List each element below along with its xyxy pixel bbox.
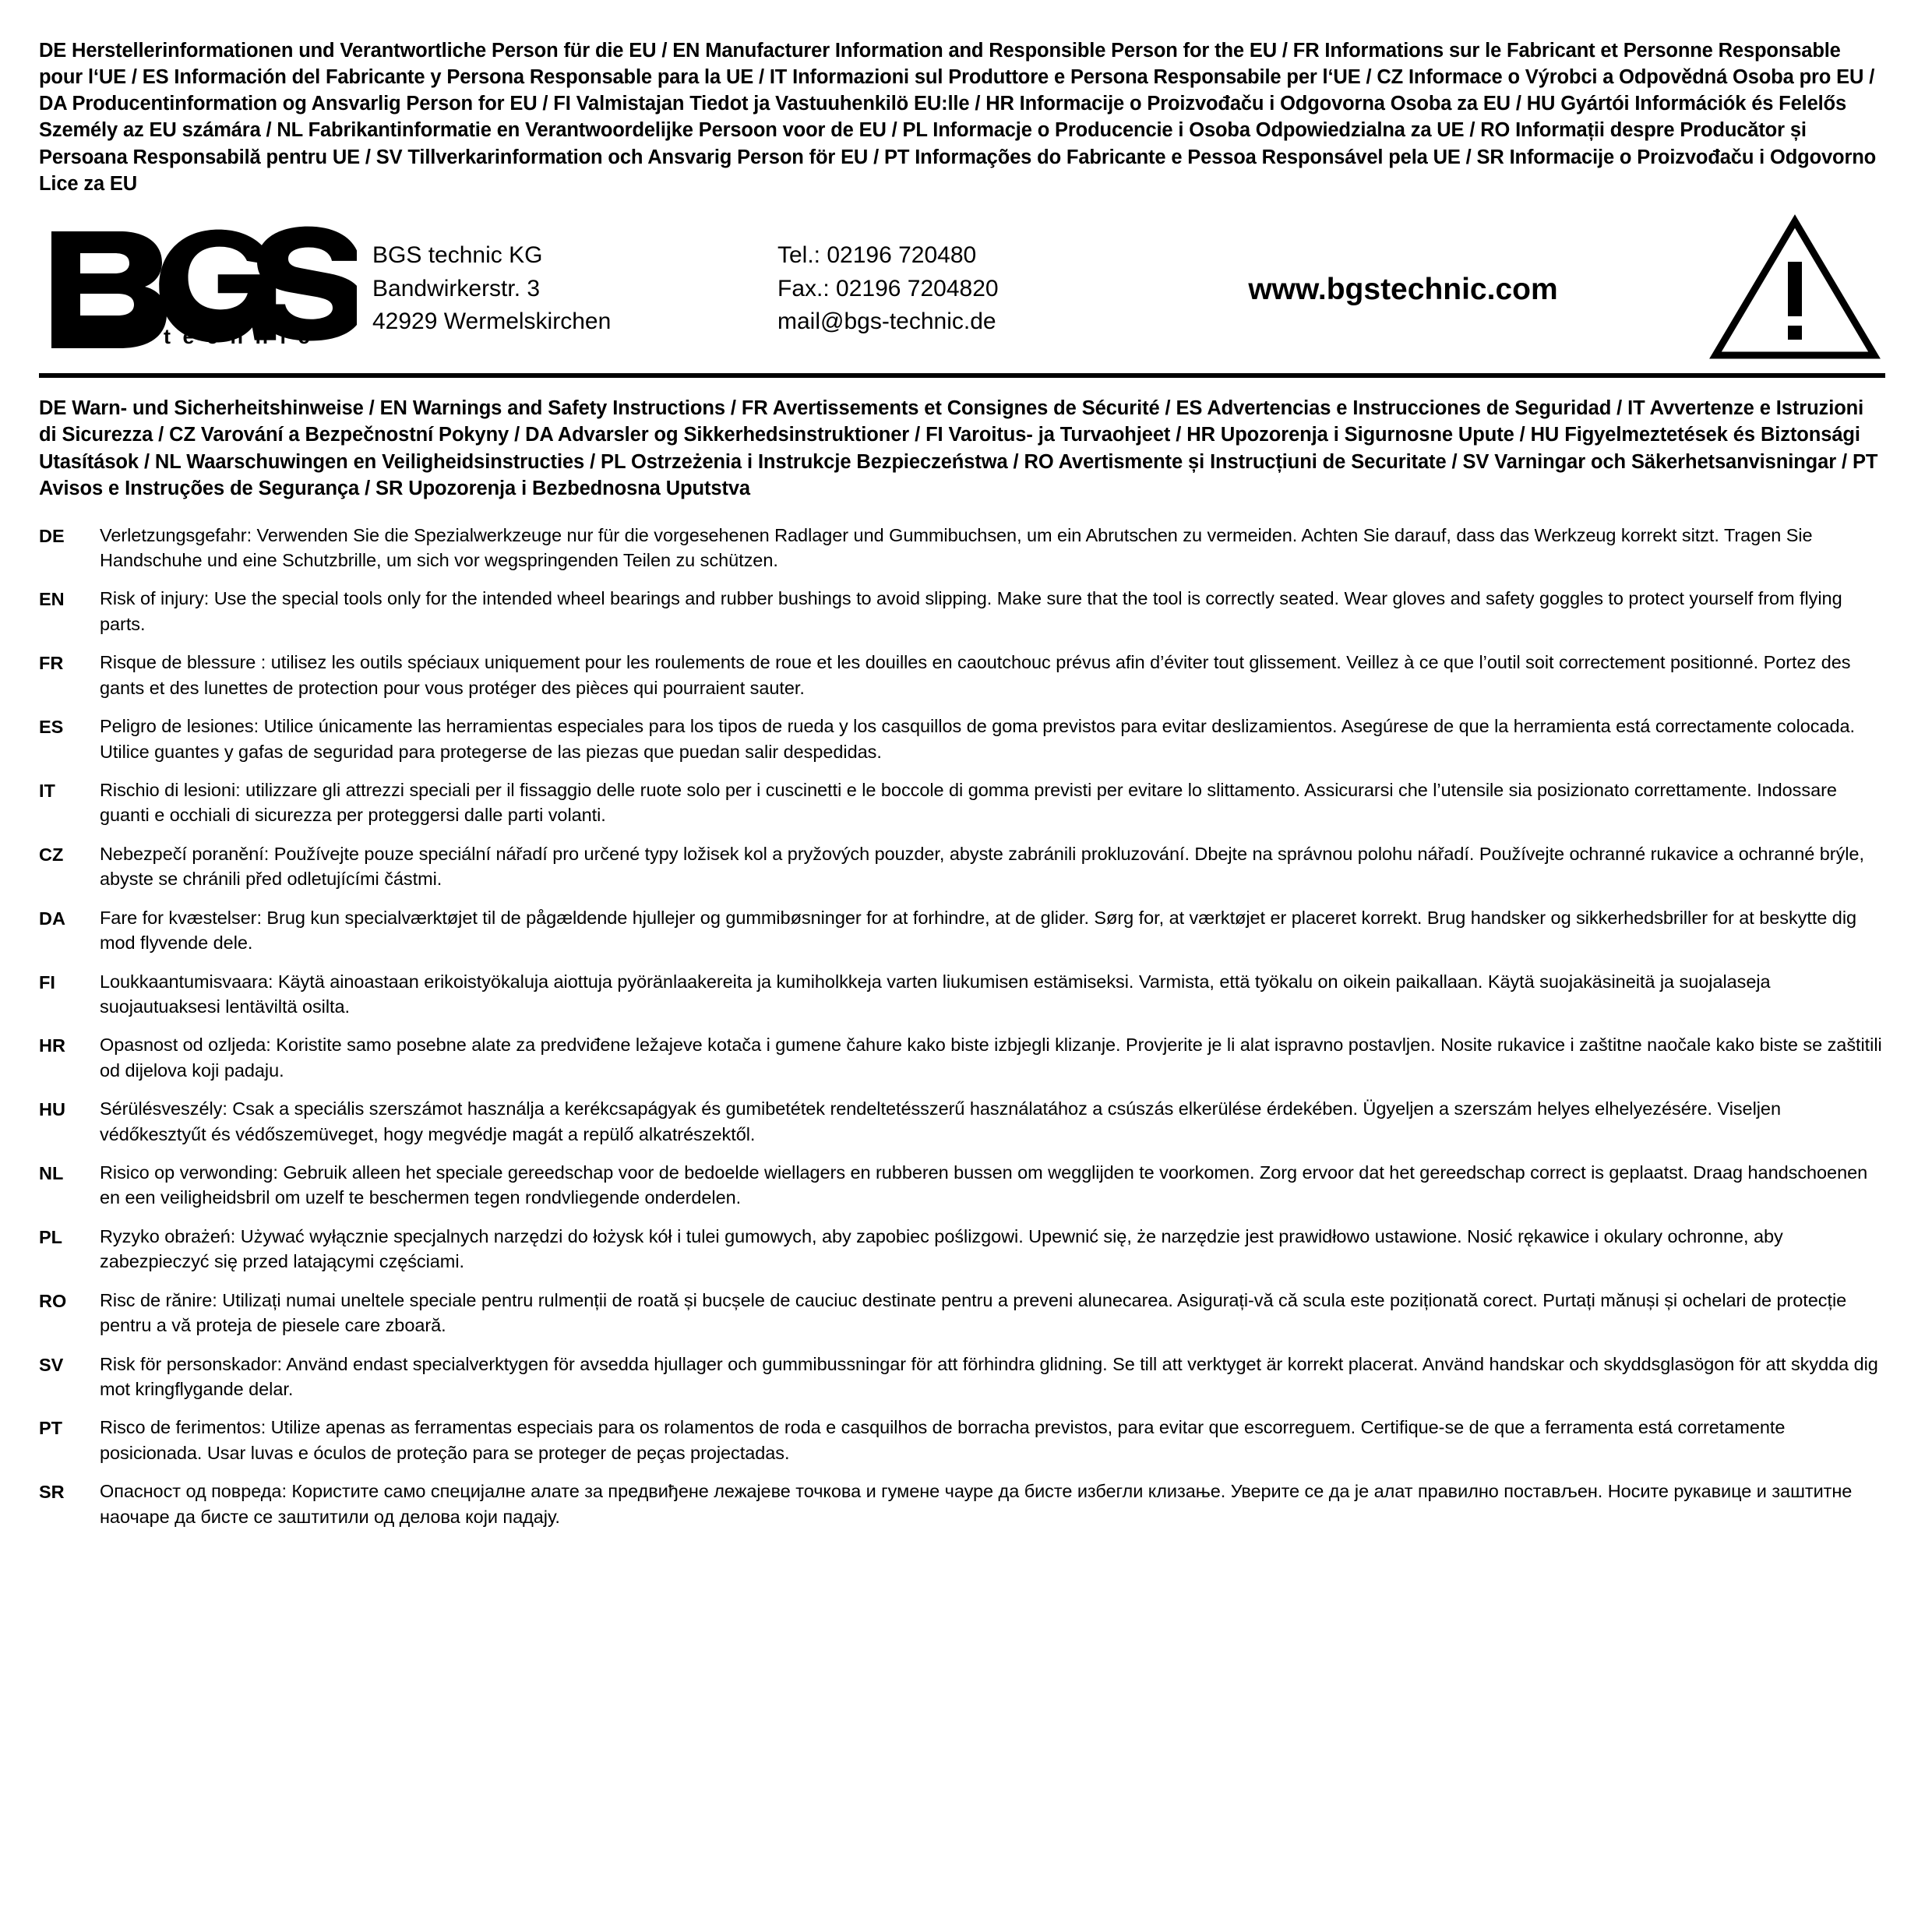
language-code: HU [39,1099,65,1120]
company-contact [777,236,1144,339]
language-text: Опасност од повреда: Користите само специјалне алате за предвиђене лежајеве точкова и гумене чауре да бисте избегли клизање. Уверите се да је алат правилно постављен. Носите рукавице и заштитне наочаре да бисте се заштитили од делова који падају. [100,1481,1853,1527]
language-code: ES [39,717,64,738]
language-text: Risque de blessure : utilisez les outils spéciaux uniquement pour les roulements de roue et les douilles en caoutchouc prévus afin d’éviter tout glissement. Veillez à ce que l’outil soit correctement positionné. Portez des gants et des lunettes de protection pour vous protéger des pièces qui pourraient sauter. [100,652,1851,698]
language-code: CZ [39,844,64,865]
language-text: Sérülésveszély: Csak a speciális szerszámot használja a kerékcsapágyak és gumibetétek rendeltetésszerű használatához a csúszás elkerülése érdekében. Ügyeljen a szerszám helyes elhelyezésére. Viseljen védőkesztyűt és védőszemüveget, hogy megvédje magát a repülő alkatrészektől. [100,1098,1781,1144]
language-text: Fare for kvæstelser: Brug kun specialværktøjet til de pågældende hjullejer og gummibøsninger for at forhindre, at de glider. Sørg for, at værktøjet er placeret korrekt. Brug handsker og sikkerhedsbriller for at beskytte dig mod flyvende dele. [100,907,1857,954]
language-code: IT [39,781,55,801]
manufacturer-info-title: DE Herstellerinformationen und Verantwortliche Person für die EU / EN Manufacturer Information and Responsible Person for the EU / FR Informations sur le Fabricant et Personne Responsable pour l‘UE / ES Información del Fabricante y Persona Responsable para la UE / IT Informazioni sul Produttore e Persona Responsabile per l‘UE / CZ Informace o Výrobci a Odpovědná Osoba pro EU / DA Producentinformation og Ansvarlig Person for EU / FI Valmistajan Tiedot ja Vastuuhenkilö EU:lle / HR Informacije o Proizvođaču i Odgovorna Osoba za EU / HU Gyártói Információk és Felelős Személy az EU számára / NL Fabrikantinformatie en Verantwoordelijke Persoon voor de EU / PL Informacje o Producencie i Osoba Odpowiedzialna za UE / RO Informații despre Producător și Persoana Responsabilă pentru UE / SV Tillverkarinformation och Ansvarig Person för EU / PT Informações do Fabricante e Pessoa Responsável pela UE / SR Informacije o Proizvođaču i Odgovorno Lice za EU [39,40,1877,195]
list-item [39,1224,1885,1274]
language-code: SV [39,1354,64,1375]
company-street: Bandwirkerstr. 3 [372,275,541,301]
list-item [39,1415,1885,1465]
language-text: Verletzungsgefahr: Verwenden Sie die Spezialwerkzeuge nur für die vorgesehenen Radlager und Gummibuchsen, um ein Abrutschen zu vermeiden. Achten Sie darauf, dass das Werkzeug korrekt sitzt. Tragen Sie Handschuhe und eine Schutzbrille, um sich vor wegspringenden Teilen zu schützen. [100,524,1813,571]
list-item [39,714,1885,764]
language-code: FR [39,653,64,674]
svg-text:t e c h n i c: t e c h n i c [164,324,313,348]
language-code: RO [39,1290,67,1311]
company-city: 42929 Wermelskirchen [372,308,612,335]
language-text: Peligro de lesiones: Utilice únicamente las herramientas especiales para los tipos de rueda y los casquillos de goma previstos para evitar deslizamientos. Asegúrese de que la herramienta está correctamente colocada. Utilice guantes y gafas de seguridad para protegerse de las piezas que puedan salir despedidas. [100,716,1855,762]
list-item [39,586,1885,636]
language-text: Risco de ferimentos: Utilize apenas as ferramentas especiais para os rolamentos de roda e casquilhos de borracha previstos, para evitar que escorreguem. Certifique-se de que a ferramenta está corretamente posicionada. Usar luvas e óculos de proteção para se proteger de peças projectadas. [100,1417,1786,1463]
safety-instructions-list [39,523,1885,1530]
language-text: Risico op verwonding: Gebruik alleen het speciale gereedschap voor de bedoelde wiellagers en rubberen bussen om wegglijden te voorkomen. Zorg ervoor dat het gereedschap correct is geplaatst. Draag handschoenen en een veiligheidsbril om uzelf te beschermen tegen rondvliegende onderdelen. [100,1162,1868,1208]
list-item [39,777,1885,828]
list-item [39,969,1885,1020]
language-text: Opasnost od ozljeda: Koristite samo posebne alate za predviđene ležajeve kotača i gumene čahure kako biste izbjegli klizanje. Provjerite je li alat ispravno postavljen. Nosite rukavice i zaštitne naočale kako biste se zaštitili od dijelova koji padaju. [100,1035,1882,1081]
language-code: DE [39,525,65,546]
list-item [39,650,1885,700]
language-text: Ryzyko obrażeń: Używać wyłącznie specjalnych narzędzi do łożysk kół i tulei gumowych, aby zapobiec poślizgowi. Upewnić się, że narzędzie jest prawidłowo ustawione. Nosić rękawice i okulary ochronne, aby zabezpieczyć się przed latającymi częściami. [100,1225,1783,1272]
list-item [39,1160,1885,1211]
company-email: mail@bgs-technic.de [777,308,996,335]
svg-text:®: ® [335,232,351,256]
language-code: HR [39,1035,65,1056]
list-item [39,905,1885,956]
list-item [39,1479,1885,1529]
list-item [39,1288,1885,1338]
language-code: FI [39,971,55,992]
language-text: Nebezpečí poranění: Používejte pouze speciální nářadí pro určené typy ložisek kol a pryžových pouzder, abyste zabránili prokluzování. Dbejte na správnou polohu nářadí. Používejte ochranné rukavice a ochranné brýle, abyste se chránili před odletujícími částmi. [100,843,1864,890]
language-code: PT [39,1418,63,1439]
list-item [39,1096,1885,1147]
company-info-band [39,208,1885,378]
warnings-heading: DE Warn- und Sicherheitshinweise / EN Warnings and Safety Instructions / FR Avertissements et Consignes de Sécurité / ES Advertencias e Instrucciones de Seguridad / IT Avvertenze e Istruzioni di Sicurezza / CZ Varování a Bezpečnostní Pokyny / DA Advarsler og Sikkerhedsinstruktioner / FI Varoitus- ja Turvaohjeet / HR Upozorenja i Sigurnosne Upute / HU Figyelmeztetések és Biztonsági Utasítások / NL Waarschuwingen en Veiligheidsinstructies / PL Ostrzeżenia i Instrukcje Bezpieczeństwa / RO Avertismente și Instrucțiuni de Securitate / SV Varningar och Säkerhetsanvisningar / PT Avisos e Instruções de Segurança / SR Upozorenja i Bezbednosna Uputstva [39,397,1878,500]
warning-triangle [1686,213,1885,361]
company-name: BGS technic KG [372,242,543,269]
language-code: PL [39,1226,63,1247]
language-code: SR [39,1482,65,1503]
language-text: Risk för personskador: Använd endast specialverktygen för avsedda hjullager och gummibussningar för att förhindra glidning. Se till att verktyget är korrekt placerat. Använd handskar och skyddsglasögon för att skydda dig mot kringflygande delar. [100,1353,1878,1400]
company-tel: Tel.: 02196 720480 [777,242,977,269]
warning-triangle-icon [1709,213,1881,361]
bgs-logo-icon [45,225,357,350]
language-text: Rischio di lesioni: utilizzare gli attrezzi speciali per il fissaggio delle ruote solo per i cuscinetti e le boccole di gomma previsti per evitare lo slittamento. Assicurarsi che l’utensile sia posizionato correttamente. Indossare guanti e occhiali di sicurezza per proteggersi dalle parti volanti. [100,780,1837,826]
language-code: EN [39,589,65,610]
list-item [39,841,1885,892]
language-text: Risc de rănire: Utilizați numai uneltele speciale pentru rulmenții de roată și bucșele de cauciuc destinate pentru a preveni alunecarea. Asigurați-vă că scula este poziționată corect. Purtați mănuși și ochelari de protecție pentru a vă proteja de piesele care zboară. [100,1289,1847,1336]
company-fax: Fax.: 02196 7204820 [777,275,999,301]
language-text: Loukkaantumisvaara: Käytä ainoastaan erikoistyökaluja aiottuja pyöränlaakereita ja kumiholkkeja varten liukumisen estämiseksi. Varmista, että työkalu on oikein paikallaan. Käytä suojakäsineitä ja suojalaseja suojautuaksesi lentäviltä osilta. [100,971,1771,1017]
language-code: NL [39,1163,64,1184]
bgs-logo [39,225,372,350]
list-item [39,523,1885,573]
list-item [39,1032,1885,1083]
language-text: Risk of injury: Use the special tools only for the intended wheel bearings and rubber bushings to avoid slipping. Make sure that the tool is correctly seated. Wear gloves and safety goggles to protect yourself from flying parts. [100,588,1842,634]
list-item [39,1352,1885,1402]
language-code: DA [39,908,65,929]
company-address [372,236,777,339]
company-website: www.bgstechnic.com [1248,272,1558,306]
